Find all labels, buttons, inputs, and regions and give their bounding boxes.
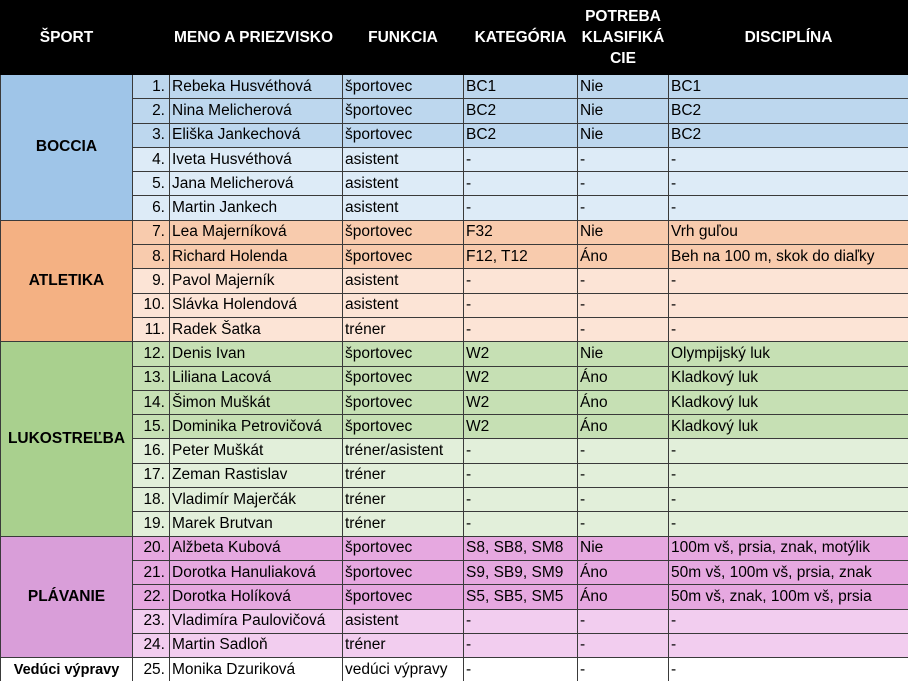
person-discipline: - bbox=[669, 172, 908, 196]
table-row bbox=[1, 123, 908, 147]
classification-need: Áno bbox=[578, 585, 669, 609]
table-row bbox=[1, 317, 908, 341]
person-name: Radek Šatka bbox=[170, 317, 343, 341]
person-category: F12, T12 bbox=[464, 245, 578, 269]
row-number: 7. bbox=[133, 220, 170, 244]
person-function: športovec bbox=[343, 75, 464, 99]
person-category: BC2 bbox=[464, 123, 578, 147]
person-discipline: - bbox=[669, 196, 908, 220]
person-name: Rebeka Husvéthová bbox=[170, 75, 343, 99]
person-name: Marek Brutvan bbox=[170, 512, 343, 536]
person-name: Vladimír Majerčák bbox=[170, 488, 343, 512]
classification-need: Nie bbox=[578, 123, 669, 147]
person-name: Peter Muškát bbox=[170, 439, 343, 463]
row-number: 25. bbox=[133, 658, 170, 681]
table-row bbox=[1, 439, 908, 463]
header-category: KATEGÓRIA bbox=[464, 1, 578, 75]
table-header bbox=[1, 1, 908, 75]
person-function: športovec bbox=[343, 123, 464, 147]
person-discipline: - bbox=[669, 488, 908, 512]
table-row bbox=[1, 658, 908, 681]
person-discipline: - bbox=[669, 463, 908, 487]
person-name: Lea Majerníková bbox=[170, 220, 343, 244]
person-function: asistent bbox=[343, 269, 464, 293]
person-discipline: - bbox=[669, 269, 908, 293]
person-category: - bbox=[464, 658, 578, 681]
classification-need: - bbox=[578, 317, 669, 341]
person-category: - bbox=[464, 609, 578, 633]
person-category: S8, SB8, SM8 bbox=[464, 536, 578, 560]
person-function: tréner/asistent bbox=[343, 439, 464, 463]
classification-need: - bbox=[578, 196, 669, 220]
person-function: športovec bbox=[343, 342, 464, 366]
row-number: 18. bbox=[133, 488, 170, 512]
person-function: športovec bbox=[343, 390, 464, 414]
person-function: športovec bbox=[343, 585, 464, 609]
classification-need: - bbox=[578, 269, 669, 293]
sport-group-plavanie: PLÁVANIE bbox=[1, 536, 133, 657]
classification-need: - bbox=[578, 609, 669, 633]
row-number: 17. bbox=[133, 463, 170, 487]
person-discipline: - bbox=[669, 147, 908, 171]
row-number: 2. bbox=[133, 99, 170, 123]
person-name: Jana Melicherová bbox=[170, 172, 343, 196]
sport-group-lukostrelba: LUKOSTREĽBA bbox=[1, 342, 133, 536]
person-category: - bbox=[464, 488, 578, 512]
table-row bbox=[1, 342, 908, 366]
classification-need: - bbox=[578, 488, 669, 512]
person-name: Dominika Petrovičová bbox=[170, 415, 343, 439]
person-name: Liliana Lacová bbox=[170, 366, 343, 390]
person-discipline: - bbox=[669, 317, 908, 341]
person-function: športovec bbox=[343, 415, 464, 439]
header-sport: ŠPORT bbox=[1, 1, 133, 75]
table-row bbox=[1, 220, 908, 244]
classification-need: - bbox=[578, 463, 669, 487]
row-number: 4. bbox=[133, 147, 170, 171]
table-row bbox=[1, 75, 908, 99]
person-category: - bbox=[464, 196, 578, 220]
header-row bbox=[1, 1, 908, 75]
classification-need: Nie bbox=[578, 99, 669, 123]
row-number: 13. bbox=[133, 366, 170, 390]
table-row bbox=[1, 512, 908, 536]
sport-group-boccia: BOCCIA bbox=[1, 75, 133, 221]
person-discipline: Olympijský luk bbox=[669, 342, 908, 366]
person-name: Zeman Rastislav bbox=[170, 463, 343, 487]
row-number: 12. bbox=[133, 342, 170, 366]
classification-need: Áno bbox=[578, 366, 669, 390]
row-number: 24. bbox=[133, 633, 170, 657]
person-name: Alžbeta Kubová bbox=[170, 536, 343, 560]
person-name: Šimon Muškát bbox=[170, 390, 343, 414]
person-function: asistent bbox=[343, 172, 464, 196]
person-category: S9, SB9, SM9 bbox=[464, 560, 578, 584]
person-discipline: 100m vš, prsia, znak, motýlik bbox=[669, 536, 908, 560]
person-function: tréner bbox=[343, 317, 464, 341]
classification-need: Nie bbox=[578, 75, 669, 99]
row-number: 8. bbox=[133, 245, 170, 269]
person-category: - bbox=[464, 172, 578, 196]
table-row bbox=[1, 147, 908, 171]
classification-need: Áno bbox=[578, 390, 669, 414]
person-function: športovec bbox=[343, 99, 464, 123]
classification-need: Áno bbox=[578, 245, 669, 269]
person-category: W2 bbox=[464, 366, 578, 390]
row-number: 23. bbox=[133, 609, 170, 633]
person-discipline: Kladkový luk bbox=[669, 390, 908, 414]
person-discipline: - bbox=[669, 293, 908, 317]
person-function: asistent bbox=[343, 196, 464, 220]
row-number: 20. bbox=[133, 536, 170, 560]
classification-need: - bbox=[578, 658, 669, 681]
person-discipline: - bbox=[669, 512, 908, 536]
row-number: 6. bbox=[133, 196, 170, 220]
row-number: 1. bbox=[133, 75, 170, 99]
classification-need: - bbox=[578, 512, 669, 536]
table-row bbox=[1, 536, 908, 560]
header-classification: POTREBA KLASIFIKÁ CIE bbox=[578, 1, 669, 75]
person-function: tréner bbox=[343, 463, 464, 487]
table-row bbox=[1, 293, 908, 317]
person-function: športovec bbox=[343, 245, 464, 269]
person-category: W2 bbox=[464, 342, 578, 366]
person-name: Nina Melicherová bbox=[170, 99, 343, 123]
header-name: MENO A PRIEZVISKO bbox=[170, 1, 343, 75]
person-category: F32 bbox=[464, 220, 578, 244]
person-name: Pavol Majerník bbox=[170, 269, 343, 293]
table-row bbox=[1, 245, 908, 269]
header-number bbox=[133, 1, 170, 75]
row-number: 14. bbox=[133, 390, 170, 414]
row-number: 15. bbox=[133, 415, 170, 439]
table-row bbox=[1, 196, 908, 220]
person-name: Vladimíra Paulovičová bbox=[170, 609, 343, 633]
table-row bbox=[1, 488, 908, 512]
person-name: Denis Ivan bbox=[170, 342, 343, 366]
person-category: BC2 bbox=[464, 99, 578, 123]
person-function: športovec bbox=[343, 560, 464, 584]
person-name: Monika Dzuriková bbox=[170, 658, 343, 681]
row-number: 19. bbox=[133, 512, 170, 536]
person-name: Dorotka Holíková bbox=[170, 585, 343, 609]
row-number: 3. bbox=[133, 123, 170, 147]
person-function: tréner bbox=[343, 512, 464, 536]
person-function: asistent bbox=[343, 293, 464, 317]
classification-need: Nie bbox=[578, 342, 669, 366]
person-discipline: 50m vš, 100m vš, prsia, znak bbox=[669, 560, 908, 584]
person-discipline: - bbox=[669, 633, 908, 657]
person-discipline: - bbox=[669, 658, 908, 681]
header-function: FUNKCIA bbox=[343, 1, 464, 75]
row-number: 16. bbox=[133, 439, 170, 463]
person-discipline: Kladkový luk bbox=[669, 366, 908, 390]
person-discipline: 50m vš, znak, 100m vš, prsia bbox=[669, 585, 908, 609]
person-function: tréner bbox=[343, 488, 464, 512]
person-discipline: BC2 bbox=[669, 123, 908, 147]
table-row bbox=[1, 99, 908, 123]
table-row bbox=[1, 390, 908, 414]
person-discipline: - bbox=[669, 439, 908, 463]
classification-need: - bbox=[578, 172, 669, 196]
person-name: Martin Jankech bbox=[170, 196, 343, 220]
person-function: asistent bbox=[343, 609, 464, 633]
table-row bbox=[1, 463, 908, 487]
table-row bbox=[1, 633, 908, 657]
classification-need: Nie bbox=[578, 220, 669, 244]
person-category: - bbox=[464, 633, 578, 657]
table-row bbox=[1, 366, 908, 390]
row-number: 9. bbox=[133, 269, 170, 293]
person-function: športovec bbox=[343, 366, 464, 390]
person-function: tréner bbox=[343, 633, 464, 657]
person-name: Slávka Holendová bbox=[170, 293, 343, 317]
person-name: Richard Holenda bbox=[170, 245, 343, 269]
person-category: S5, SB5, SM5 bbox=[464, 585, 578, 609]
classification-need: - bbox=[578, 633, 669, 657]
classification-need: - bbox=[578, 439, 669, 463]
header-discipline: DISCIPLÍNA bbox=[669, 1, 908, 75]
sport-group-lead: Vedúci výpravy bbox=[1, 658, 133, 681]
person-category: W2 bbox=[464, 390, 578, 414]
table-row bbox=[1, 609, 908, 633]
person-name: Martin Sadloň bbox=[170, 633, 343, 657]
person-category: - bbox=[464, 317, 578, 341]
table-row bbox=[1, 585, 908, 609]
row-number: 10. bbox=[133, 293, 170, 317]
person-category: - bbox=[464, 147, 578, 171]
person-category: - bbox=[464, 293, 578, 317]
row-number: 22. bbox=[133, 585, 170, 609]
person-function: športovec bbox=[343, 536, 464, 560]
person-discipline: - bbox=[669, 609, 908, 633]
person-discipline: BC2 bbox=[669, 99, 908, 123]
classification-need: Áno bbox=[578, 560, 669, 584]
classification-need: - bbox=[578, 293, 669, 317]
person-discipline: BC1 bbox=[669, 75, 908, 99]
sport-group-atletika: ATLETIKA bbox=[1, 220, 133, 341]
person-function: asistent bbox=[343, 147, 464, 171]
person-category: - bbox=[464, 439, 578, 463]
person-function: vedúci výpravy bbox=[343, 658, 464, 681]
person-function: športovec bbox=[343, 220, 464, 244]
row-number: 21. bbox=[133, 560, 170, 584]
table-row bbox=[1, 172, 908, 196]
table-row bbox=[1, 560, 908, 584]
table-row bbox=[1, 415, 908, 439]
person-category: W2 bbox=[464, 415, 578, 439]
table-row bbox=[1, 269, 908, 293]
person-discipline: Kladkový luk bbox=[669, 415, 908, 439]
classification-need: Nie bbox=[578, 536, 669, 560]
classification-need: - bbox=[578, 147, 669, 171]
table-body bbox=[1, 75, 908, 681]
person-name: Eliška Jankechová bbox=[170, 123, 343, 147]
person-category: - bbox=[464, 463, 578, 487]
person-discipline: Beh na 100 m, skok do diaľky bbox=[669, 245, 908, 269]
row-number: 5. bbox=[133, 172, 170, 196]
row-number: 11. bbox=[133, 317, 170, 341]
person-name: Iveta Husvéthová bbox=[170, 147, 343, 171]
person-name: Dorotka Hanuliaková bbox=[170, 560, 343, 584]
person-category: - bbox=[464, 512, 578, 536]
classification-need: Áno bbox=[578, 415, 669, 439]
person-discipline: Vrh guľou bbox=[669, 220, 908, 244]
person-category: - bbox=[464, 269, 578, 293]
person-category: BC1 bbox=[464, 75, 578, 99]
